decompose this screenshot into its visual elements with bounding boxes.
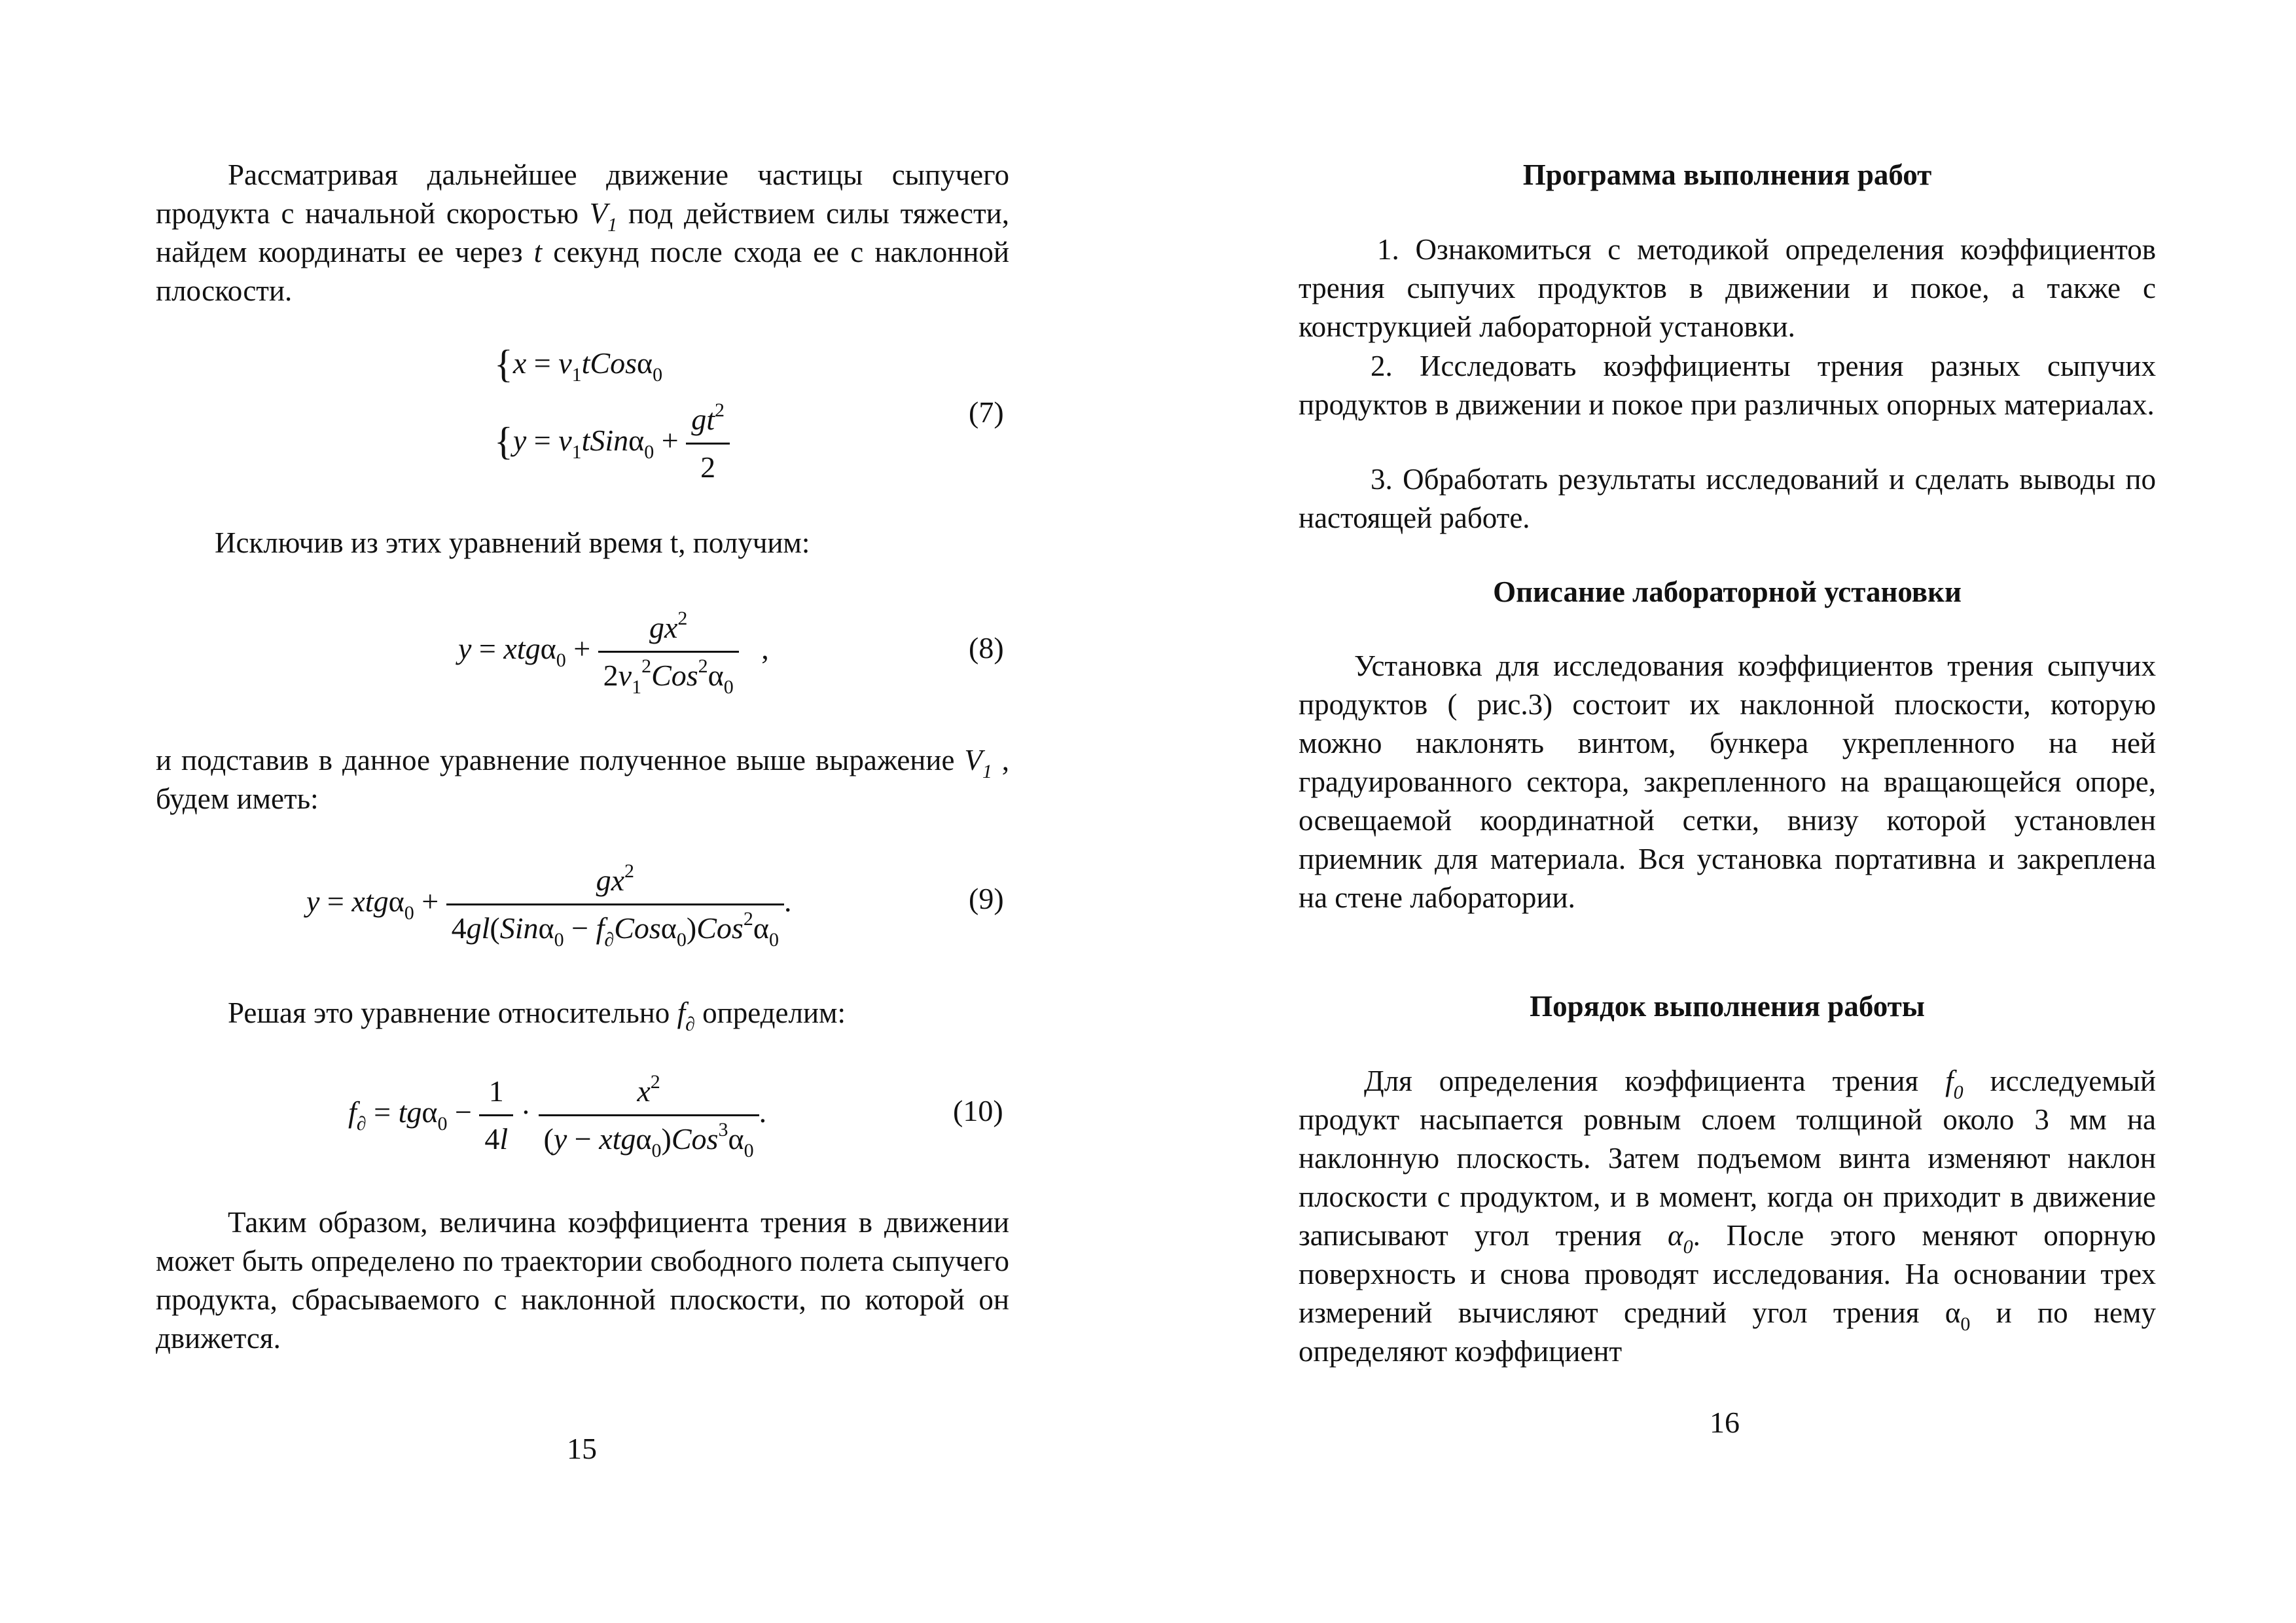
left-paragraph-3: [156, 741, 1009, 818]
equation-7-number: (7): [969, 395, 1004, 429]
proc-text-1: Для определения коэффициента трения: [1364, 1065, 1919, 1097]
proc-text-4: и по нему определяют коэффициент: [1299, 1296, 2156, 1368]
var-alpha0: $\alpha_0$: [1667, 1219, 1693, 1258]
left-paragraph-4: [156, 994, 1009, 1035]
para4-end: определим:: [694, 996, 846, 1029]
equation-8: y = xtgα$_0$ + $\frac{gx^2}{2v_1^2Cos^2\alpha_0}$ ,: [458, 608, 769, 698]
para1-mid: под действием силы тяжести, найдем координаты ее через: [156, 197, 1009, 268]
proc-text-3: . После этого меняют опорную поверхность и снова проводят исследования. На основании трех измерений вычисляют средний угол трения α: [1299, 1219, 2156, 1329]
equation-10: $f_\partial = tg\alpha_0$ − $\frac{1}{4l}$ · $\frac{x^2}{(y - xtg\alpha_0)Cos^3\alpha_0}$ .: [348, 1071, 767, 1161]
setup-paragraph: Установка для исследования коэффициентов трения сыпучих продуктов ( рис.3) состоит их наклонной плоскости, которую можно наклонять винтом, бункера укрепленного на ней градуированного сектора, закрепленного на вращающейся опоре, освещаемой координатной сетки, внизу которой установлен приемник для материала. Вся установка портативна и закреплена на стене лаборатории.: [1299, 649, 2156, 914]
equation-9-number: (9): [969, 882, 1004, 915]
left-page-number: 15: [567, 1432, 597, 1465]
para3-end: , будем иметь:: [156, 744, 1010, 815]
program-item-1: 1. Ознакомиться с методикой определения коэффициентов трения сыпучих продуктов в движении и покое, а также с конструкцией лабораторной установки.: [1299, 233, 2156, 343]
equation-8-number: (8): [969, 631, 1004, 665]
procedure-paragraph: [1299, 1062, 2156, 1371]
equation-9: y = xtgα$_0$ + $\frac{gx^2}{4gl(Sin\alpha_0 - f_\partial Cos\alpha_0)Cos^2\alpha_0}$ .: [306, 860, 792, 951]
alpha0-sub: 0: [1960, 1313, 1971, 1335]
para3-start: и подставив в данное уравнение полученное выше выражение: [156, 744, 955, 776]
left-paragraph-5: Таким образом, величина коэффициента трения в движении может быть определено по траектории свободного полета сыпучего продукта, сбрасываемого с наклонной плоскости, по которой он движется.: [156, 1206, 1009, 1355]
var-f0: $f_0$: [1945, 1065, 1964, 1103]
left-paragraph-2: Исключив из этих уравнений время t, получим:: [215, 526, 810, 559]
var-v1: $V_1$: [589, 197, 618, 236]
left-paragraph-1: [156, 156, 1009, 310]
heading-setup: Описание лабораторной установки: [1493, 575, 1962, 608]
program-item-2: 2. Исследовать коэффициенты трения разных сыпучих продуктов в движении и покое при различных опорных материалах.: [1299, 350, 2156, 421]
var-f-d: $f_\partial$: [677, 996, 695, 1035]
var-t: t: [533, 236, 543, 268]
var-v1-2: $V_1$: [964, 744, 992, 782]
equation-10-number: (10): [953, 1094, 1003, 1127]
para4-start: Решая это уравнение относительно: [228, 996, 670, 1029]
heading-program: Программа выполнения работ: [1522, 158, 1932, 191]
para1-end: секунд после схода ее с наклонной плоскости.: [156, 236, 1010, 307]
program-item-3: 3. Обработать результаты исследований и сделать выводы по настоящей работе.: [1299, 463, 2156, 534]
para1-text: Рассматривая дальнейшее движение частицы сыпучего продукта с начальной скоростью: [156, 158, 1009, 230]
equation-7-line-2: {$y = v_1tSin\alpha_0$ + $\frac{gt^2}{2}$: [494, 401, 730, 486]
right-page-number: 16: [1710, 1406, 1740, 1439]
proc-text-2: исследуемый продукт насыпается ровным слоем толщиной около 3 мм на наклонную плоскость. Затем подъемом винта изменяют наклон плоскости с продуктом, и в момент, когда он приходит в движение записывают угол трения: [1299, 1065, 2157, 1252]
heading-procedure: Порядок выполнения работы: [1530, 990, 1925, 1023]
equation-7-line-1: {$x = v_1tCos\alpha_0$: [494, 342, 663, 386]
